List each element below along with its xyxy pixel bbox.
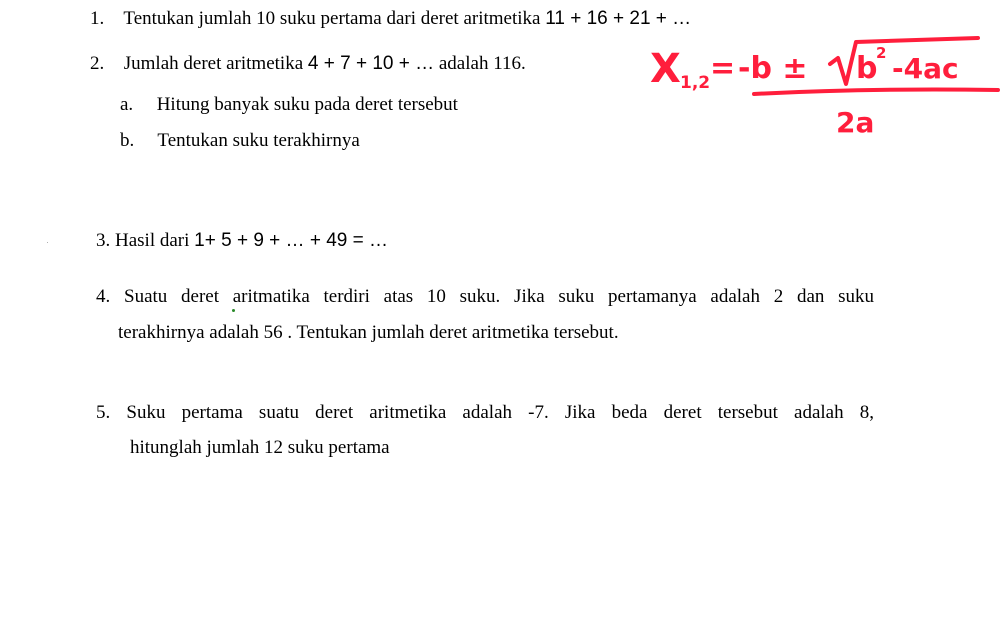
question-4-line-2 <box>118 322 619 345</box>
question-suffix: adalah 116. <box>438 53 526 74</box>
math-expression: 4 + 7 + 10 + … <box>307 53 435 74</box>
question-2a <box>120 94 458 117</box>
question-text: Suku pertama suatu deret aritmetika adalah -7. Jika beda deret tersebut adalah 8, <box>126 402 874 423</box>
question-5-line-2 <box>130 437 390 460</box>
formula-b-term: b <box>856 51 878 86</box>
sub-label: a. <box>120 94 134 115</box>
formula-equals: = <box>710 51 736 86</box>
question-text: Hasil dari <box>115 230 190 251</box>
question-text: terakhirnya adalah 56 . Tentukan jumlah deret aritmetika tersebut. <box>118 322 619 343</box>
sub-label: b. <box>120 130 135 151</box>
math-expression: 11 + 16 + 21 + … <box>545 8 692 29</box>
question-text: Jumlah deret aritmetika <box>123 53 304 74</box>
formula-exponent: 2 <box>876 44 887 62</box>
formula-rest: -4ac <box>892 52 959 85</box>
question-text: Tentukan jumlah 10 suku pertama dari deret aritmetika <box>123 8 541 29</box>
question-number: 5. <box>96 402 111 423</box>
handwritten-quadratic-formula <box>648 28 1000 140</box>
question-2 <box>90 53 526 76</box>
sub-text: Tentukan suku terakhirnya <box>157 130 360 151</box>
formula-lhs: X <box>650 46 681 92</box>
question-5-line-1 <box>96 402 874 425</box>
stray-mark <box>47 242 48 243</box>
formula-denominator: 2a <box>836 106 875 139</box>
sub-text: Hitung banyak suku pada deret tersebut <box>156 94 458 115</box>
question-text: hitunglah jumlah 12 suku pertama <box>130 437 390 458</box>
question-number: 1. <box>90 8 105 29</box>
question-number: 4. <box>96 286 111 307</box>
question-1 <box>90 8 691 31</box>
fraction-bar <box>754 90 998 95</box>
formula-subscript: 1,2 <box>680 73 711 93</box>
question-2b <box>120 130 360 153</box>
question-4-line-1 <box>96 286 874 309</box>
question-text: Suatu deret aritmatika terdiri atas 10 suku. Jika suku pertamanya adalah 2 dan suku <box>124 286 875 307</box>
cursor-dot <box>232 309 235 312</box>
question-3 <box>96 230 388 253</box>
math-expression: 1+ 5 + 9 + … + 49 = … <box>194 230 388 251</box>
question-number: 3. <box>96 230 111 251</box>
question-number: 2. <box>90 53 105 74</box>
formula-numerator: -b ± <box>738 51 808 86</box>
